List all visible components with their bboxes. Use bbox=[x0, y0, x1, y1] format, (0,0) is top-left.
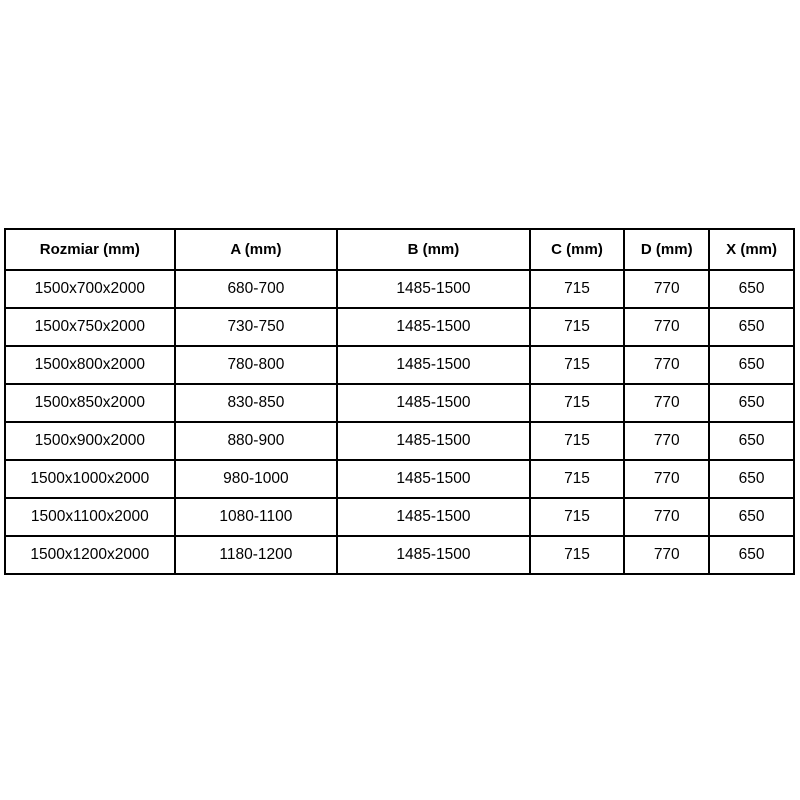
table-cell: 650 bbox=[709, 498, 794, 536]
column-header-x: X (mm) bbox=[709, 229, 794, 270]
table-cell: 650 bbox=[709, 346, 794, 384]
table-cell: 1500x800x2000 bbox=[5, 346, 175, 384]
table-cell: 715 bbox=[530, 384, 625, 422]
table-cell: 1500x1100x2000 bbox=[5, 498, 175, 536]
table-row bbox=[5, 308, 794, 346]
table-cell: 650 bbox=[709, 422, 794, 460]
column-header-b: B (mm) bbox=[337, 229, 530, 270]
table-row bbox=[5, 422, 794, 460]
table-cell: 1500x1200x2000 bbox=[5, 536, 175, 574]
table-cell: 1485-1500 bbox=[337, 422, 530, 460]
column-header-c: C (mm) bbox=[530, 229, 625, 270]
table-cell: 715 bbox=[530, 498, 625, 536]
table-row bbox=[5, 498, 794, 536]
dimensions-table bbox=[4, 228, 795, 575]
table-row bbox=[5, 270, 794, 308]
table-header-row bbox=[5, 229, 794, 270]
table-row bbox=[5, 384, 794, 422]
table-cell: 770 bbox=[624, 498, 709, 536]
table-row bbox=[5, 460, 794, 498]
table-cell: 770 bbox=[624, 308, 709, 346]
table-cell: 1485-1500 bbox=[337, 308, 530, 346]
table-cell: 1500x900x2000 bbox=[5, 422, 175, 460]
table-cell: 1500x850x2000 bbox=[5, 384, 175, 422]
table-cell: 770 bbox=[624, 346, 709, 384]
table-cell: 1485-1500 bbox=[337, 460, 530, 498]
table-cell: 1500x750x2000 bbox=[5, 308, 175, 346]
table-body bbox=[5, 270, 794, 574]
table-cell: 715 bbox=[530, 536, 625, 574]
table-cell: 715 bbox=[530, 460, 625, 498]
table-cell: 780-800 bbox=[175, 346, 338, 384]
table-cell: 715 bbox=[530, 270, 625, 308]
column-header-rozmiar: Rozmiar (mm) bbox=[5, 229, 175, 270]
table-cell: 650 bbox=[709, 536, 794, 574]
table-cell: 680-700 bbox=[175, 270, 338, 308]
table-cell: 770 bbox=[624, 460, 709, 498]
table-cell: 715 bbox=[530, 346, 625, 384]
table-cell: 1485-1500 bbox=[337, 536, 530, 574]
table-cell: 980-1000 bbox=[175, 460, 338, 498]
table-cell: 770 bbox=[624, 384, 709, 422]
table-cell: 1485-1500 bbox=[337, 384, 530, 422]
table-cell: 880-900 bbox=[175, 422, 338, 460]
table-cell: 715 bbox=[530, 422, 625, 460]
table-cell: 1500x1000x2000 bbox=[5, 460, 175, 498]
dimensions-table-container bbox=[4, 228, 795, 575]
table-cell: 650 bbox=[709, 460, 794, 498]
table-cell: 1485-1500 bbox=[337, 270, 530, 308]
table-cell: 1080-1100 bbox=[175, 498, 338, 536]
table-cell: 1485-1500 bbox=[337, 346, 530, 384]
table-cell: 650 bbox=[709, 270, 794, 308]
table-cell: 650 bbox=[709, 384, 794, 422]
table-cell: 1180-1200 bbox=[175, 536, 338, 574]
table-cell: 715 bbox=[530, 308, 625, 346]
table-cell: 650 bbox=[709, 308, 794, 346]
table-row bbox=[5, 536, 794, 574]
column-header-a: A (mm) bbox=[175, 229, 338, 270]
table-cell: 770 bbox=[624, 270, 709, 308]
column-header-d: D (mm) bbox=[624, 229, 709, 270]
table-cell: 1485-1500 bbox=[337, 498, 530, 536]
table-cell: 1500x700x2000 bbox=[5, 270, 175, 308]
table-cell: 770 bbox=[624, 422, 709, 460]
table-cell: 770 bbox=[624, 536, 709, 574]
table-cell: 730-750 bbox=[175, 308, 338, 346]
table-row bbox=[5, 346, 794, 384]
table-cell: 830-850 bbox=[175, 384, 338, 422]
